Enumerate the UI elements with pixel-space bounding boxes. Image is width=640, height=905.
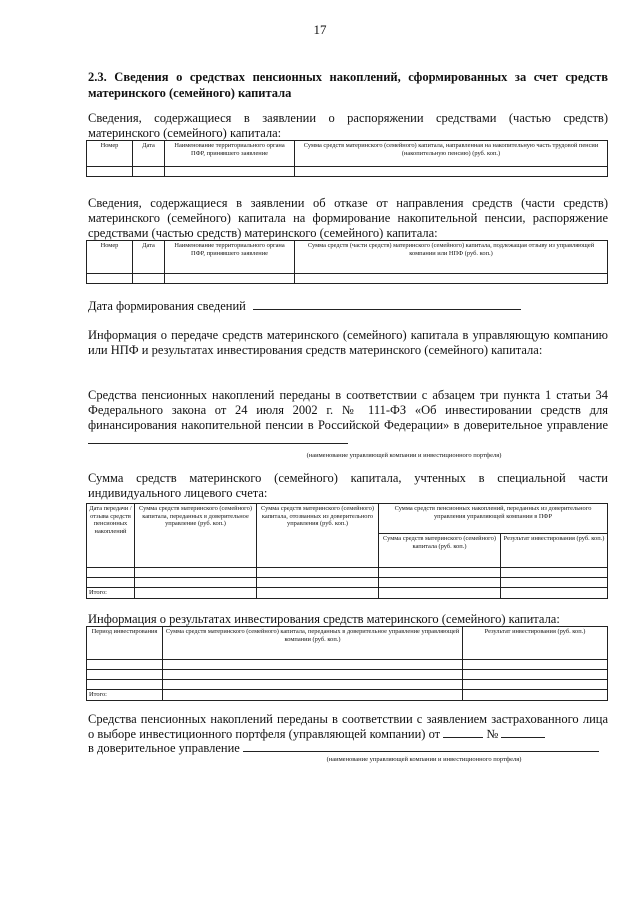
col-number: Номер [87, 241, 133, 274]
transfer-law-text: Средства пенсионных накоплений переданы в соответствии с абзацем три пункта 1 статьи 34 Федерального закона от 24 июля 2002 г. № 111-ФЗ «Об инвестировании средств для финансирования накопительной пенсии в Российской Федерации» в доверительное управление [88, 388, 608, 448]
special-part-table [86, 503, 608, 599]
col-transfer-date: Дата передачи /отзыва средств пенсионных накоплений [87, 504, 135, 568]
total-row [87, 690, 608, 701]
col-period: Период инвестирования [87, 627, 163, 660]
col-amount: Сумма средств материнского (семейного) капитала, направленная на накопительную часть трудовой пенсии (накопительную пенсию) (руб. коп.) [295, 141, 608, 167]
col-amount: Сумма средств (части средств) материнского (семейного) капитала, подлежащая отзыву из управляющей компании или НПФ (руб. коп.) [295, 241, 608, 274]
table-row [87, 578, 608, 588]
table-row [87, 167, 608, 177]
col-capital-amount: Сумма средств материнского (семейного) капитала (руб. коп.) [379, 534, 501, 568]
invest-results-text: Информация о результатах инвестирования средств материнского (семейного) капитала: [88, 612, 560, 626]
application-table [86, 140, 608, 177]
formation-date-label: Дата формирования сведений [88, 299, 246, 313]
final-line-2: в доверительное управление [88, 741, 608, 756]
block2-text: Сведения, содержащиеся в заявлении об отказе от направления средств (части средств) материнского (семейного) капитала на формирование накопительной пенсии, распоряжение средствами (частью средств) материнского (семейного) капитала: [88, 196, 608, 240]
final-text: Средства пенсионных накоплений переданы в соответствии с заявлением застрахованного лица о выборе инвестиционного портфеля (управляющей компании) от № [88, 712, 608, 741]
table-row [87, 660, 608, 670]
block1-text: Сведения, содержащиеся в заявлении о распоряжении средствами (частью средств) материнского (семейного) капитала: [88, 111, 608, 140]
col-number: Номер [87, 141, 133, 167]
col-date: Дата [133, 241, 165, 274]
table-row [87, 274, 608, 284]
table-row [87, 680, 608, 690]
col-result: Результат инвестирования (руб. коп.) [463, 627, 608, 660]
col-pfr-body: Наименование территориального органа ПФР, принявшего заявление [165, 241, 295, 274]
total-label: Итого: [87, 588, 135, 599]
total-row [87, 588, 608, 599]
special-part-text: Сумма средств материнского (семейного) капитала, учтенных в специальной части индивидуального лицевого счета: [88, 471, 608, 500]
col-transferred-amount: Сумма средств материнского (семейного) капитала, переданных в доверительное управление управляющей компании (руб. коп.) [163, 627, 463, 660]
application-number-field[interactable] [501, 728, 545, 738]
total-label: Итого: [87, 690, 163, 701]
page-number: 17 [313, 22, 327, 37]
col-transferred-to-pfr: Сумма средств пенсионных накоплений, переданных из доверительного управления управляющей компании в ПФР [379, 504, 608, 534]
refusal-table [86, 240, 608, 284]
mgmt-company-field[interactable] [88, 434, 348, 444]
section-heading: 2.3. Сведения о средствах пенсионных накоплений, сформированных за счет средств материнского (семейного) капитала [88, 70, 608, 100]
info-transfer-text: Информация о передаче средств материнского (семейного) капитала в управляющую компанию или НПФ и результатах инвестирования средств материнского (семейного) капитала: [88, 328, 608, 357]
invest-results-table [86, 626, 608, 701]
col-recalled: Сумма средств материнского (семейного) капитала, отозванных из доверительного управления (руб. коп.) [257, 504, 379, 568]
formation-date-row [88, 299, 528, 314]
formation-date-field[interactable] [253, 300, 521, 310]
col-invest-result: Результат инвестирования (руб. коп.) [501, 534, 608, 568]
table-row [87, 670, 608, 680]
table-row [87, 568, 608, 578]
final-caption: (наименование управляющей компании и инвестиционного портфеля) [326, 756, 522, 763]
col-pfr-body: Наименование территориального органа ПФР, принявшего заявление [165, 141, 295, 167]
mgmt-caption: (наименование управляющей компании и инвестиционного портфеля) [306, 452, 502, 459]
final-mgmt-field[interactable] [243, 742, 599, 752]
col-date: Дата [133, 141, 165, 167]
application-date-field[interactable] [443, 728, 483, 738]
col-transferred: Сумма средств материнского (семейного) капитала, переданных в доверительное управление (руб. коп.) [135, 504, 257, 568]
